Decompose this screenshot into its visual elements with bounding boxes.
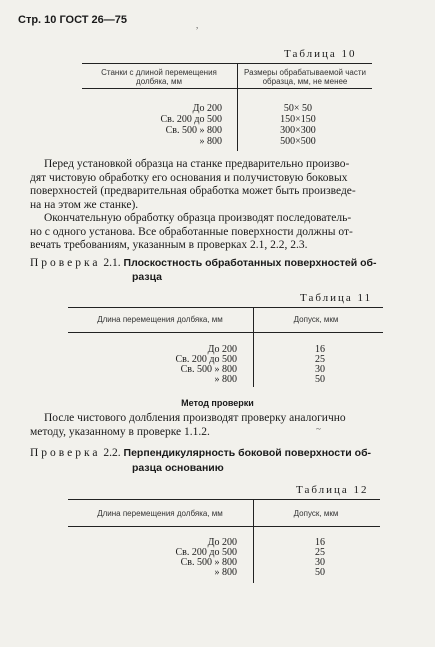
check-2-1-word: Проверка: [30, 257, 101, 269]
table12-row4-tol: 50: [315, 567, 325, 578]
table11-row1-range: До 200: [207, 344, 237, 355]
table10-row3-size: 300×300: [280, 125, 316, 136]
para1-line4: на на этом же станке).: [30, 198, 139, 211]
table11-header-length: Длина перемещения долбяка, мм: [97, 315, 223, 324]
table10-header-length: Станки с длиной перемещения долбяка, мм: [101, 68, 217, 86]
paragraph-preparation: [30, 158, 418, 253]
scan-mark: ,: [196, 20, 199, 30]
check-2-1-heading: [30, 256, 377, 270]
check-2-2-title-cont-wrap: [132, 461, 224, 475]
table10-caption: Таблица 10: [284, 48, 357, 60]
scan-mark-2: ~: [316, 424, 321, 434]
para1-line6: но с одного установа. Все обработанные поверхности должны от-: [30, 225, 353, 238]
table11-caption: Таблица 11: [300, 292, 373, 304]
check-2-2-title: Перпендикулярность боковой поверхности об-: [123, 447, 372, 459]
table12-row3-tol: 30: [315, 557, 325, 568]
check-2-2-heading: [30, 446, 371, 460]
table10-row2-size: 150×150: [280, 114, 316, 125]
table10-row1-range: До 200: [192, 103, 222, 114]
table12-caption: Таблица 12: [296, 484, 369, 496]
table12-row4-range: » 800: [214, 567, 237, 578]
table11-row2-tol: 25: [315, 354, 325, 365]
para1-line5: Окончательную обработку образца производят последователь-: [44, 212, 352, 224]
table10-row1-size: 50× 50: [283, 103, 313, 114]
check-2-2-number: 2.2.: [103, 447, 121, 459]
table11-row4-tol: 50: [315, 374, 325, 385]
page-header: Стр. 10 ГОСТ 26—75: [18, 14, 128, 26]
table11-row3-tol: 30: [315, 364, 325, 375]
table10-row2-range: Св. 200 до 500: [160, 114, 222, 125]
check-2-2-title-cont: разца основанию: [132, 462, 224, 474]
check-2-1-title-cont-wrap: [132, 270, 162, 284]
table12-row2-tol: 25: [315, 547, 325, 558]
para2-line2: методу, указанному в проверке 1.1.2.: [30, 425, 210, 438]
table12-row3-range: Св. 500 » 800: [180, 557, 237, 568]
paragraph-method: [30, 412, 418, 439]
check-2-1-number: 2.1.: [103, 257, 121, 269]
table11-row2-range: Св. 200 до 500: [175, 354, 237, 365]
check-2-1-title-cont: разца: [132, 271, 163, 283]
table12-row2-range: Св. 200 до 500: [175, 547, 237, 558]
table12-row1-range: До 200: [207, 537, 237, 548]
table11-row4-range: » 800: [214, 374, 237, 385]
table12-header-length: Длина перемещения долбяка, мм: [97, 509, 223, 518]
table10-row3-range: Св. 500 » 800: [165, 125, 222, 136]
para1-line2: дят чистовую обработку его основания и получистовую боковых: [30, 171, 348, 184]
check-2-1-title: Плоскостность обработанных поверхностей об-: [123, 257, 377, 269]
para1-line7: вечать требованиям, указанным в проверках 2.1, 2.2, 2.3.: [30, 239, 308, 251]
para1-line1: Перед установкой образца на станке предварительно произво-: [44, 158, 350, 170]
table12-row1-tol: 16: [315, 537, 325, 548]
table12-header-tolerance: Допуск, мкм: [293, 509, 339, 518]
table11-row1-tol: 16: [315, 344, 325, 355]
method-heading: Метод проверки: [181, 398, 254, 408]
table11-row3-range: Св. 500 » 800: [180, 364, 237, 375]
table11-header-tolerance: Допуск, мкм: [293, 315, 339, 324]
table10-header-size: Размеры обрабатываемой части образца, мм, не менее: [244, 68, 366, 86]
table10-row4-range: » 800: [199, 136, 222, 147]
para1-line3: поверхностей (предварительная обработка может быть произведе-: [30, 185, 356, 197]
para2-line1: После чистового долбления производят проверку аналогично: [44, 412, 346, 424]
check-2-2-word: Проверка: [30, 447, 101, 459]
table10-row4-size: 500×500: [280, 136, 316, 147]
